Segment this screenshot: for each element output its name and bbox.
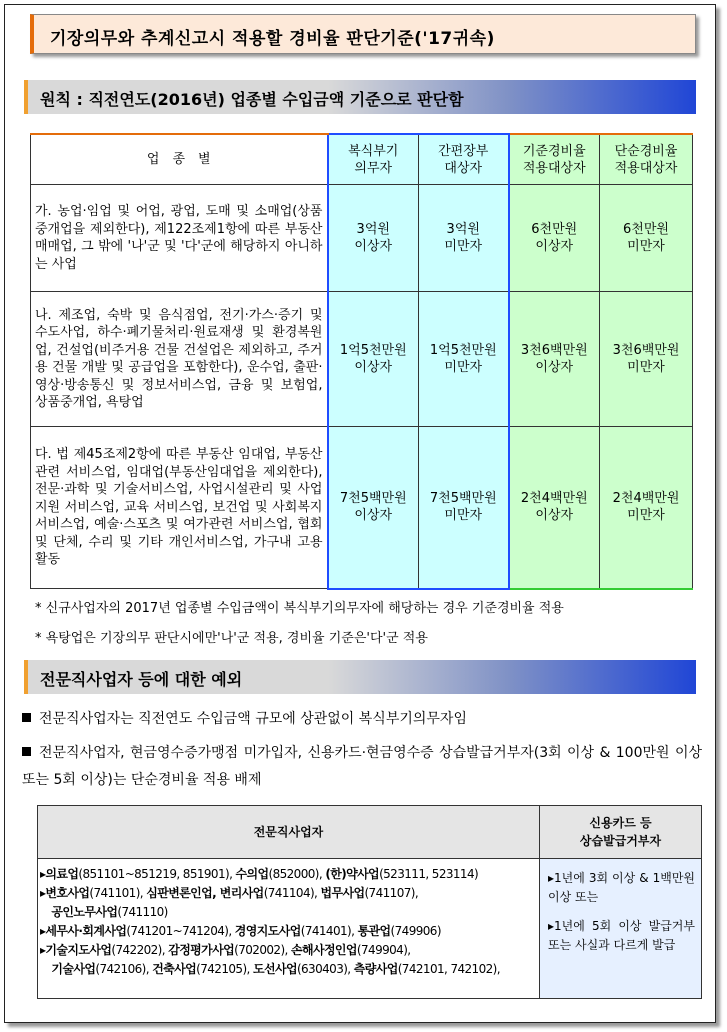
category-na: 나. 제조업, 숙박 및 음식점업, 전기·가스·증기 및 수도사업, 하수·폐기물처리·원료재생 및 환경복원업, 건설업(비주거용 건물 건설업은 제외하고, 주거용 건물 개발 및 공급업을 포함한다), 운수업, 출판·영상·방송통신 및 정보서비스업, 금융 및 보험업, 상품중개업, 욕탕업: [31, 292, 328, 427]
industry-code: (741201~741204),: [126, 924, 235, 938]
profession-name: ▸기술지도사업: [40, 943, 112, 957]
page-title: 기장의무와 추계신고시 적용할 경비율 판단기준('17귀속): [50, 29, 495, 49]
header-simple-book: 간편장부 대상자: [419, 134, 509, 185]
professional-list: [38, 859, 540, 999]
table-header-row: [31, 134, 693, 185]
exception-title: 전문직사업자 등에 대한 예외: [40, 670, 243, 689]
cell-value: 1억5천만원 이상자: [328, 292, 419, 427]
table-row: [31, 185, 693, 292]
profession-line: [40, 865, 535, 884]
profession-name: 손해사정인업: [290, 943, 357, 957]
category-da: 다. 법 제45조제2항에 따른 부동산 임대업, 부동산관련 서비스업, 임대업(부동산임대업을 제외한다), 전문·과학 및 기술서비스업, 사업시설관리 및 사업지원 서비스업, 교육 서비스업, 보건업 및 사회복지 서비스업, 예술·스포츠 및 여가관련 서비스업, 협회 및 단체, 수리 및 기타 개인서비스업, 가구내 고용활동: [31, 427, 328, 589]
profession-line: [40, 941, 535, 960]
industry-code: (630403),: [296, 962, 354, 976]
refusal-criteria: [540, 859, 702, 999]
principle-title: 원칙 : 직전연도(2016년) 업종별 수입금액 기준으로 판단함: [40, 90, 464, 109]
header-simple-rate: 단순경비율 적용대상자: [600, 134, 693, 185]
profession-line: [40, 884, 535, 903]
profession-name: 법무사업: [320, 886, 365, 900]
industry-code: (742202),: [111, 943, 169, 957]
profession-line: [40, 903, 535, 922]
profession-name: 기술사업: [40, 962, 96, 976]
profession-name: 통관업: [357, 924, 391, 938]
profession-name: 도선사업: [252, 962, 297, 976]
industry-code: (741107),: [364, 886, 419, 900]
industry-code: (702002),: [234, 943, 291, 957]
industry-code: (523111, 523114): [379, 867, 479, 881]
square-bullet-icon: [22, 713, 31, 722]
expense-rate-table: [30, 133, 693, 590]
profession-name: 경영지도사업: [234, 924, 301, 938]
exception-bar: [24, 660, 696, 694]
table-row: [31, 292, 693, 427]
note-new-business: * 신규사업자의 2017년 업종별 수입금액이 복식부기의무자에 해당하는 경우 기준경비율 적용: [35, 601, 564, 616]
professional-table: [37, 805, 702, 999]
cell-value: 3억원 이상자: [328, 185, 419, 292]
title-box: [30, 14, 696, 54]
cell-value: 1억5천만원 미만자: [419, 292, 509, 427]
cell-value: 6천만원 미만자: [600, 185, 693, 292]
profession-name: (한)약사업: [325, 867, 380, 881]
industry-code: (742101, 742102),: [397, 962, 500, 976]
cell-value: 2천4백만원 이상자: [509, 427, 600, 589]
header-double-entry: 복식부기 의무자: [328, 134, 419, 185]
profession-name: 공인노무사업: [40, 905, 118, 919]
cell-value: 6천만원 이상자: [509, 185, 600, 292]
profession-name: ▸세무사·회계사업: [40, 924, 127, 938]
profession-name: 건축사업: [152, 962, 197, 976]
industry-code: (741104),: [263, 886, 321, 900]
industry-code: (742105),: [196, 962, 253, 976]
industry-code: (741101),: [89, 886, 147, 900]
prof-header-left: 전문직사업자: [38, 806, 540, 859]
category-ga: 가. 농업·임업 및 어업, 광업, 도매 및 소매업(상품중개업을 제외한다), 제122조제1항에 따른 부동산매매업, 그 밖에 '나'군 및 '다'군에 해당하지 아니하는 사업: [31, 185, 328, 292]
cell-value: 3천6백만원 이상자: [509, 292, 600, 427]
industry-code: (852000),: [268, 867, 326, 881]
table-row: [31, 427, 693, 589]
profession-name: 감정평가사업: [168, 943, 235, 957]
profession-line: [40, 960, 535, 979]
cell-value: 7천5백만원 미만자: [419, 427, 509, 589]
square-bullet-icon: [22, 747, 31, 756]
profession-name: 심판변론인업, 변리사업: [146, 886, 264, 900]
industry-code: (742106),: [95, 962, 153, 976]
bullet-item: 전문직사업자는 직전연도 수입금액 규모에 상관없이 복식부기의무자임: [22, 706, 702, 733]
industry-code: (741110): [117, 905, 168, 919]
industry-code: (851101~851219, 851901),: [78, 867, 236, 881]
header-standard-rate: 기준경비율 적용대상자: [509, 134, 600, 185]
prof-header-right: 신용카드 등 상습발급거부자: [540, 806, 702, 859]
principle-bar: [24, 80, 696, 114]
header-industry: 업 종 별: [31, 134, 328, 185]
refusal-criterion: ▸1년에 5회 이상 발급거부 또는 사실과 다르게 발급: [548, 919, 695, 952]
cell-value: 7천5백만원 이상자: [328, 427, 419, 589]
profession-name: ▸의료업: [40, 867, 79, 881]
note-bathhouse: * 욕탕업은 기장의무 판단시에만'나'군 적용, 경비율 기준은'다'군 적용: [35, 631, 428, 646]
refusal-criterion: ▸1년에 3회 이상 & 1백만원 이상 또는: [548, 871, 695, 904]
profession-name: 측량사업: [353, 962, 398, 976]
bullet-item: 전문직사업자, 현금영수증가맹점 미가입자, 신용카드·현금영수증 상습발급거부자(3회 이상 & 100만원 이상 또는 5회 이상)는 단순경비율 적용 배제: [22, 745, 702, 788]
cell-value: 3천6백만원 미만자: [600, 292, 693, 427]
industry-code: (749904),: [356, 943, 411, 957]
profession-name: 수의업: [235, 867, 269, 881]
profession-line: [40, 922, 535, 941]
profession-name: ▸변호사업: [40, 886, 90, 900]
industry-code: (741401),: [300, 924, 358, 938]
cell-value: 3억원 미만자: [419, 185, 509, 292]
industry-code: (749906): [390, 924, 441, 938]
cell-value: 2천4백만원 미만자: [600, 427, 693, 589]
